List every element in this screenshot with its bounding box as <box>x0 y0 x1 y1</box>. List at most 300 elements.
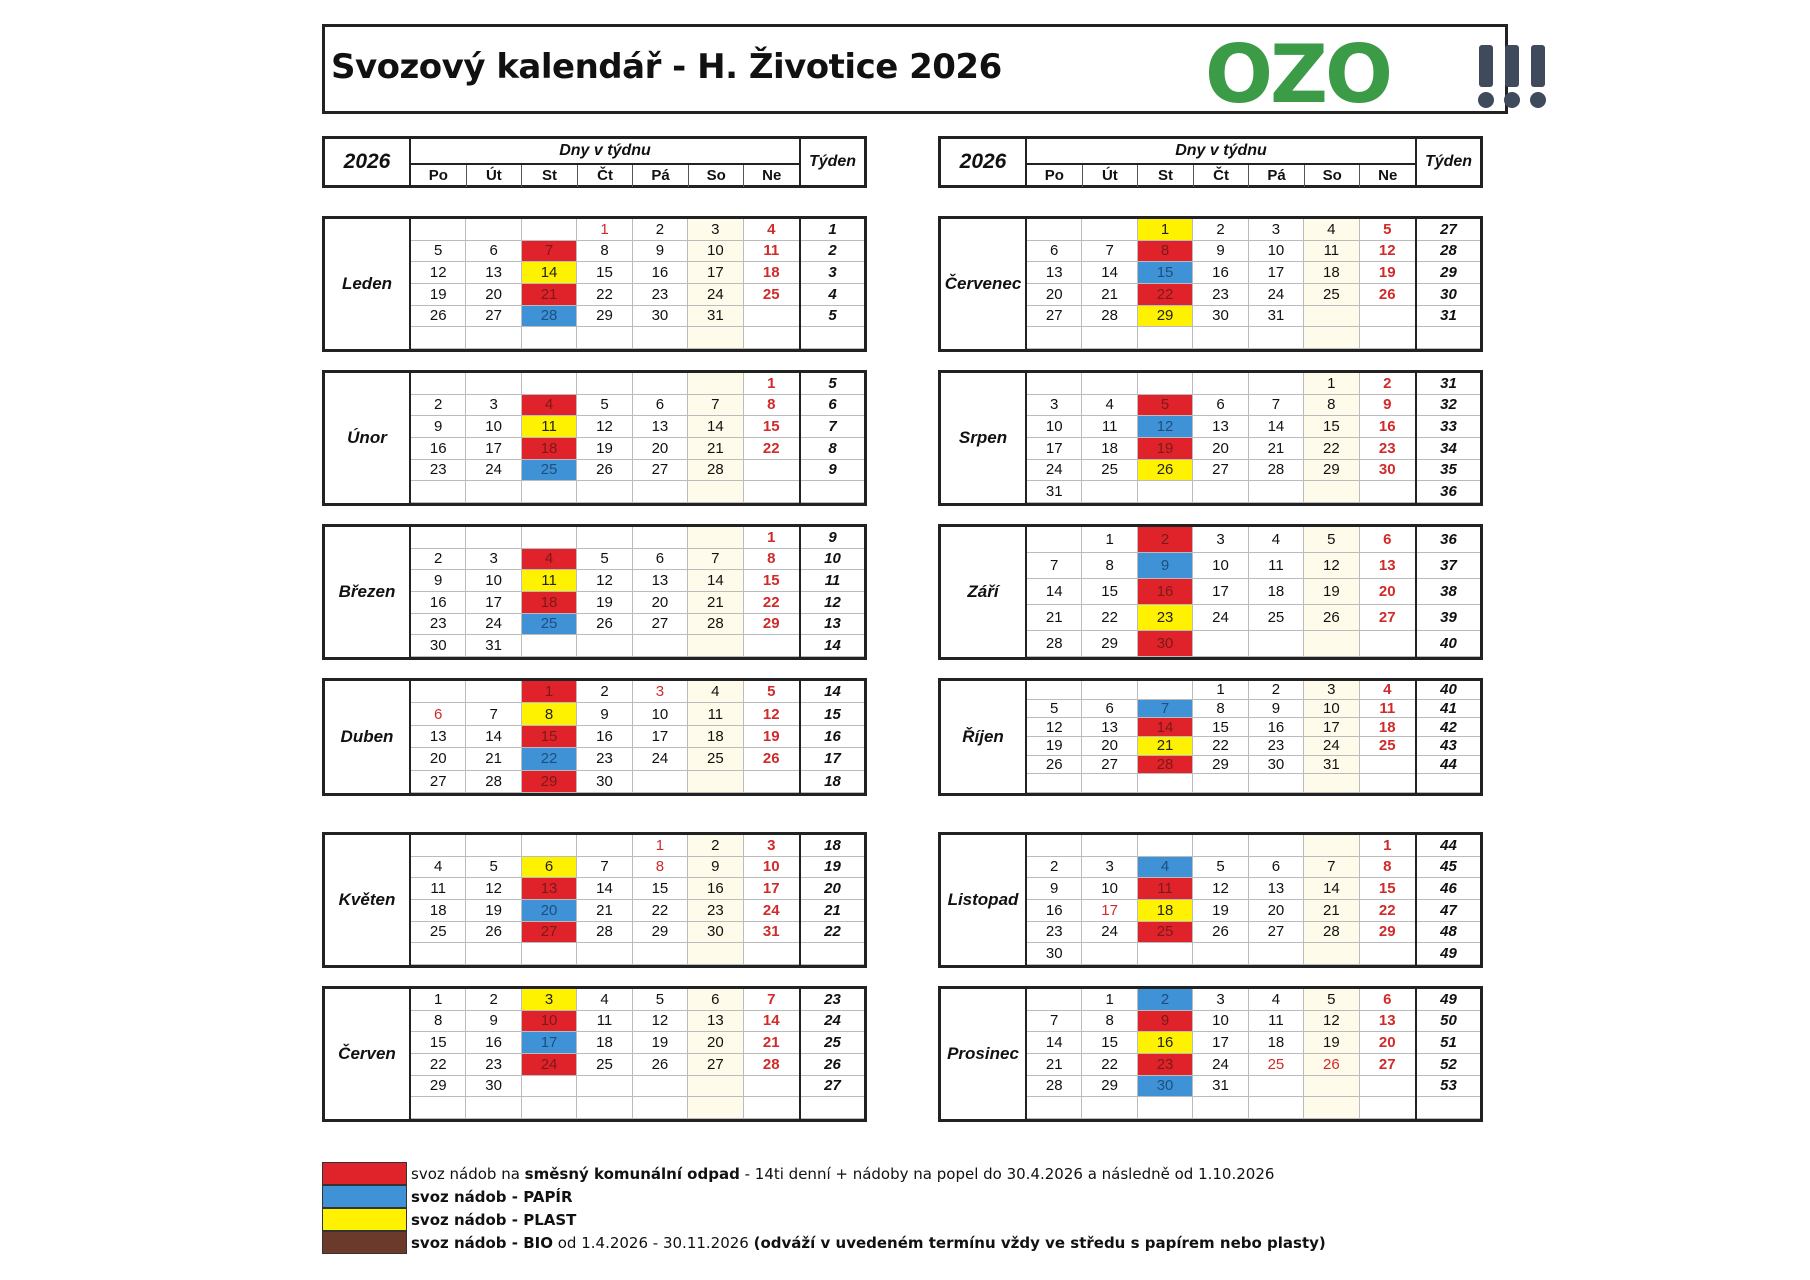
day-cell: 24 <box>1027 460 1082 482</box>
day-cell: 14 <box>1249 416 1304 438</box>
month-block-březen <box>322 524 867 660</box>
day-cell: 27 <box>411 771 466 793</box>
header-day-names <box>411 165 799 187</box>
day-cell: 19 <box>1360 262 1415 284</box>
week-number: 31 <box>1417 306 1480 328</box>
day-cell <box>522 373 577 395</box>
day-cell: 21 <box>1082 284 1137 306</box>
day-cell: 7 <box>688 395 743 417</box>
day-cell: 29 <box>1138 306 1193 328</box>
day-cell: 17 <box>466 592 521 614</box>
day-cell <box>522 835 577 857</box>
week-number: 52 <box>1417 1054 1480 1076</box>
exclamation-icon <box>1477 45 1495 107</box>
day-cell: 7 <box>1249 395 1304 417</box>
day-cell: 15 <box>1193 718 1248 737</box>
day-cell: 29 <box>522 771 577 793</box>
day-cell <box>1304 481 1359 503</box>
day-cell: 22 <box>522 748 577 770</box>
day-cell <box>577 1097 632 1119</box>
day-cell: 15 <box>1360 878 1415 900</box>
header-year: 2026 <box>941 139 1027 185</box>
week-number: 20 <box>801 878 864 900</box>
day-cell: 29 <box>577 306 632 328</box>
day-cell: 3 <box>1249 219 1304 241</box>
month-grid <box>411 681 801 793</box>
week-number: 41 <box>1417 700 1480 719</box>
day-cell: 28 <box>577 922 632 944</box>
day-cell: 23 <box>1138 1054 1193 1076</box>
day-cell <box>1082 681 1137 700</box>
week-number: 6 <box>801 395 864 417</box>
day-cell: 13 <box>522 878 577 900</box>
day-cell <box>1138 481 1193 503</box>
day-cell <box>411 481 466 503</box>
day-cell: 3 <box>1304 681 1359 700</box>
day-cell: 6 <box>466 241 521 263</box>
day-cell <box>1360 756 1415 775</box>
day-cell: 24 <box>744 900 799 922</box>
day-cell <box>577 943 632 965</box>
day-cell: 23 <box>633 284 688 306</box>
day-cell: 27 <box>1360 605 1415 631</box>
day-cell: 12 <box>411 262 466 284</box>
header-week-label: Týden <box>1424 153 1473 170</box>
day-cell: 8 <box>1138 241 1193 263</box>
week-number: 21 <box>801 900 864 922</box>
week-number: 53 <box>1417 1076 1480 1098</box>
day-cell <box>466 219 521 241</box>
month-name: Září <box>941 527 1027 657</box>
day-cell: 4 <box>522 549 577 571</box>
month-grid <box>1027 373 1417 503</box>
legend-text: svoz nádob - PAPÍR <box>411 1187 573 1206</box>
day-cell: 2 <box>1360 373 1415 395</box>
day-cell: 9 <box>1138 553 1193 579</box>
day-cell <box>744 771 799 793</box>
legend-row <box>322 1185 1326 1208</box>
day-cell: 2 <box>1138 527 1193 553</box>
day-cell: 6 <box>522 857 577 879</box>
day-cell: 14 <box>1082 262 1137 284</box>
day-cell: 3 <box>1027 395 1082 417</box>
legend-swatch <box>322 1208 407 1231</box>
day-cell: 9 <box>1249 700 1304 719</box>
week-number: 33 <box>1417 416 1480 438</box>
header-days-title: Dny v týdnu <box>411 139 799 165</box>
day-cell <box>633 527 688 549</box>
day-cell: 18 <box>1304 262 1359 284</box>
day-cell: 27 <box>1082 756 1137 775</box>
day-cell: 25 <box>744 284 799 306</box>
day-cell: 1 <box>522 681 577 703</box>
day-cell <box>1249 835 1304 857</box>
day-cell: 13 <box>1360 553 1415 579</box>
day-cell: 19 <box>577 438 632 460</box>
day-cell: 12 <box>633 1011 688 1033</box>
legend-swatch <box>322 1162 407 1185</box>
day-cell <box>1027 327 1082 349</box>
day-cell: 16 <box>688 878 743 900</box>
week-number: 13 <box>801 614 864 636</box>
day-cell <box>1249 1097 1304 1119</box>
day-cell <box>411 1097 466 1119</box>
day-cell: 11 <box>1360 700 1415 719</box>
week-number: 9 <box>801 460 864 482</box>
day-cell: 25 <box>1082 460 1137 482</box>
day-cell: 19 <box>744 726 799 748</box>
day-cell: 10 <box>1249 241 1304 263</box>
day-cell: 26 <box>577 614 632 636</box>
day-cell: 3 <box>466 395 521 417</box>
month-block-listopad <box>938 832 1483 968</box>
day-cell <box>1304 835 1359 857</box>
week-number: 50 <box>1417 1011 1480 1033</box>
day-cell <box>1082 373 1137 395</box>
day-cell: 15 <box>577 262 632 284</box>
day-cell: 1 <box>1193 681 1248 700</box>
week-numbers <box>801 989 864 1119</box>
day-cell: 19 <box>1304 579 1359 605</box>
day-cell: 5 <box>1304 527 1359 553</box>
month-name: Březen <box>325 527 411 657</box>
week-numbers <box>1417 219 1480 349</box>
day-cell: 18 <box>1082 438 1137 460</box>
day-cell: 20 <box>1193 438 1248 460</box>
day-cell: 19 <box>633 1032 688 1054</box>
day-cell: 26 <box>1304 605 1359 631</box>
week-number: 18 <box>801 835 864 857</box>
day-cell: 18 <box>577 1032 632 1054</box>
day-cell: 8 <box>1082 553 1137 579</box>
month-name: Říjen <box>941 681 1027 793</box>
legend-text: svoz nádob na směsný komunální odpad - 14ti denní + nádoby na popel do 30.4.2026 a následně od 1.10.2026 <box>411 1164 1275 1183</box>
day-cell <box>522 1076 577 1098</box>
day-cell: 18 <box>1138 900 1193 922</box>
day-cell <box>577 327 632 349</box>
day-cell <box>466 943 521 965</box>
day-cell <box>577 1076 632 1098</box>
page-title: Svozový kalendář - H. Životice 2026 <box>331 47 1002 87</box>
month-name: Duben <box>325 681 411 793</box>
day-cell <box>577 373 632 395</box>
day-name: So <box>689 165 745 187</box>
day-cell: 10 <box>1304 700 1359 719</box>
day-cell: 6 <box>1360 527 1415 553</box>
day-cell: 12 <box>1304 1011 1359 1033</box>
day-cell <box>522 943 577 965</box>
day-cell: 13 <box>466 262 521 284</box>
day-cell: 24 <box>466 460 521 482</box>
day-cell: 1 <box>411 989 466 1011</box>
day-cell: 17 <box>1304 718 1359 737</box>
week-number: 37 <box>1417 553 1480 579</box>
day-cell: 17 <box>1027 438 1082 460</box>
day-cell: 25 <box>1304 284 1359 306</box>
day-name: Pá <box>1249 165 1305 187</box>
week-number: 44 <box>1417 756 1480 775</box>
day-cell: 10 <box>688 241 743 263</box>
day-cell <box>1193 774 1248 793</box>
day-cell: 29 <box>1082 1076 1137 1098</box>
day-cell <box>1082 219 1137 241</box>
day-cell <box>1360 1097 1415 1119</box>
day-cell: 23 <box>1249 737 1304 756</box>
day-cell: 20 <box>411 748 466 770</box>
day-cell: 25 <box>1249 1054 1304 1076</box>
day-cell: 2 <box>688 835 743 857</box>
day-cell: 26 <box>1360 284 1415 306</box>
day-cell <box>466 835 521 857</box>
week-number <box>801 943 864 965</box>
day-cell: 5 <box>577 549 632 571</box>
legend-row <box>322 1231 1326 1254</box>
week-number: 32 <box>1417 395 1480 417</box>
day-cell: 26 <box>1304 1054 1359 1076</box>
day-name: Pá <box>633 165 689 187</box>
day-cell: 6 <box>633 395 688 417</box>
day-cell: 11 <box>411 878 466 900</box>
day-cell: 2 <box>1027 857 1082 879</box>
week-number: 27 <box>801 1076 864 1098</box>
day-cell: 19 <box>1304 1032 1359 1054</box>
day-cell: 28 <box>1082 306 1137 328</box>
day-cell <box>1138 943 1193 965</box>
header-days <box>1027 139 1417 185</box>
day-cell: 7 <box>1027 553 1082 579</box>
week-number: 45 <box>1417 857 1480 879</box>
day-cell: 2 <box>411 395 466 417</box>
day-cell: 29 <box>744 614 799 636</box>
day-cell <box>1138 835 1193 857</box>
day-cell: 19 <box>466 900 521 922</box>
day-cell: 2 <box>1193 219 1248 241</box>
day-cell: 16 <box>1249 718 1304 737</box>
day-cell <box>688 771 743 793</box>
week-number: 3 <box>801 262 864 284</box>
week-number: 16 <box>801 726 864 748</box>
day-cell: 21 <box>1027 605 1082 631</box>
week-number: 29 <box>1417 262 1480 284</box>
day-cell <box>1082 1097 1137 1119</box>
week-number <box>1417 1097 1480 1119</box>
day-cell: 26 <box>577 460 632 482</box>
day-cell: 23 <box>411 460 466 482</box>
day-cell: 28 <box>688 460 743 482</box>
day-cell: 15 <box>522 726 577 748</box>
day-cell: 20 <box>466 284 521 306</box>
day-cell <box>577 835 632 857</box>
day-cell <box>688 527 743 549</box>
month-grid <box>411 989 801 1119</box>
day-cell: 24 <box>522 1054 577 1076</box>
day-cell: 27 <box>1360 1054 1415 1076</box>
day-name: Čt <box>1194 165 1250 187</box>
day-cell: 31 <box>1249 306 1304 328</box>
day-cell: 21 <box>688 592 743 614</box>
day-cell: 8 <box>577 241 632 263</box>
day-cell: 5 <box>744 681 799 703</box>
day-cell <box>1193 327 1248 349</box>
day-cell: 18 <box>1249 579 1304 605</box>
week-number: 8 <box>801 438 864 460</box>
day-cell: 30 <box>466 1076 521 1098</box>
day-cell <box>1082 835 1137 857</box>
week-numbers <box>801 219 864 349</box>
day-cell <box>1360 1076 1415 1098</box>
day-cell: 15 <box>1304 416 1359 438</box>
day-cell: 8 <box>1193 700 1248 719</box>
day-cell: 22 <box>411 1054 466 1076</box>
day-cell <box>1027 774 1082 793</box>
day-cell: 21 <box>466 748 521 770</box>
day-cell: 22 <box>744 592 799 614</box>
day-cell: 17 <box>1193 1032 1248 1054</box>
day-cell: 11 <box>522 570 577 592</box>
week-number: 9 <box>801 527 864 549</box>
month-block-prosinec <box>938 986 1483 1122</box>
day-cell: 26 <box>466 922 521 944</box>
day-cell: 4 <box>1249 527 1304 553</box>
day-cell <box>1304 1076 1359 1098</box>
day-cell: 28 <box>688 614 743 636</box>
day-cell: 11 <box>1249 553 1304 579</box>
day-cell: 16 <box>411 592 466 614</box>
day-cell <box>1360 631 1415 657</box>
week-number: 40 <box>1417 631 1480 657</box>
week-number: 1 <box>801 219 864 241</box>
week-number: 31 <box>1417 373 1480 395</box>
day-cell: 22 <box>1304 438 1359 460</box>
day-cell: 28 <box>1027 1076 1082 1098</box>
day-cell: 16 <box>411 438 466 460</box>
week-number: 30 <box>1417 284 1480 306</box>
month-grid <box>411 527 801 657</box>
week-number: 23 <box>801 989 864 1011</box>
day-cell: 31 <box>466 635 521 657</box>
day-cell: 7 <box>522 241 577 263</box>
day-cell: 7 <box>744 989 799 1011</box>
day-cell: 19 <box>577 592 632 614</box>
day-cell: 15 <box>1082 579 1137 605</box>
week-number <box>1417 327 1480 349</box>
day-cell <box>466 481 521 503</box>
day-cell: 27 <box>1027 306 1082 328</box>
day-cell: 7 <box>466 703 521 725</box>
day-cell: 21 <box>1249 438 1304 460</box>
day-cell: 28 <box>1027 631 1082 657</box>
day-cell: 23 <box>1193 284 1248 306</box>
month-name: Červenec <box>941 219 1027 349</box>
day-cell: 23 <box>1027 922 1082 944</box>
day-cell <box>577 481 632 503</box>
day-cell <box>1193 481 1248 503</box>
day-cell: 30 <box>1138 631 1193 657</box>
week-number: 47 <box>1417 900 1480 922</box>
day-cell: 24 <box>1193 605 1248 631</box>
day-cell: 4 <box>744 219 799 241</box>
day-cell <box>744 481 799 503</box>
day-cell <box>522 635 577 657</box>
week-number: 46 <box>1417 878 1480 900</box>
day-cell: 14 <box>577 878 632 900</box>
day-cell: 11 <box>1249 1011 1304 1033</box>
month-name: Srpen <box>941 373 1027 503</box>
day-cell <box>744 460 799 482</box>
day-cell <box>522 527 577 549</box>
day-cell: 23 <box>577 748 632 770</box>
header-days <box>411 139 801 185</box>
week-number: 10 <box>801 549 864 571</box>
day-cell <box>633 771 688 793</box>
day-cell <box>522 327 577 349</box>
day-cell: 10 <box>466 416 521 438</box>
day-cell: 22 <box>1193 737 1248 756</box>
day-cell: 4 <box>522 395 577 417</box>
day-cell <box>411 527 466 549</box>
day-cell: 6 <box>1082 700 1137 719</box>
day-cell: 28 <box>1249 460 1304 482</box>
day-cell: 6 <box>1027 241 1082 263</box>
day-cell <box>522 1097 577 1119</box>
day-cell: 24 <box>633 748 688 770</box>
week-number: 22 <box>801 922 864 944</box>
day-cell: 2 <box>411 549 466 571</box>
day-cell: 3 <box>688 219 743 241</box>
day-cell: 30 <box>1138 1076 1193 1098</box>
month-grid <box>1027 219 1417 349</box>
day-cell <box>577 527 632 549</box>
day-cell <box>633 943 688 965</box>
month-grid <box>411 373 801 503</box>
day-cell: 3 <box>522 989 577 1011</box>
day-cell <box>1360 306 1415 328</box>
day-cell: 15 <box>1082 1032 1137 1054</box>
week-number <box>801 1097 864 1119</box>
day-cell <box>1027 1097 1082 1119</box>
day-cell: 14 <box>1027 579 1082 605</box>
day-cell: 12 <box>577 570 632 592</box>
day-cell: 3 <box>1193 527 1248 553</box>
day-cell: 14 <box>688 570 743 592</box>
day-cell: 25 <box>688 748 743 770</box>
day-cell: 1 <box>1304 373 1359 395</box>
day-cell: 4 <box>1304 219 1359 241</box>
day-cell: 29 <box>1193 756 1248 775</box>
calendar-header <box>322 136 867 188</box>
day-cell <box>466 1097 521 1119</box>
day-cell: 18 <box>1249 1032 1304 1054</box>
day-cell <box>411 219 466 241</box>
day-cell: 5 <box>1304 989 1359 1011</box>
day-cell: 30 <box>577 771 632 793</box>
day-cell: 9 <box>1193 241 1248 263</box>
day-cell: 5 <box>466 857 521 879</box>
month-block-duben <box>322 678 867 796</box>
day-cell: 4 <box>1249 989 1304 1011</box>
week-number: 27 <box>1417 219 1480 241</box>
day-cell <box>744 1076 799 1098</box>
day-cell: 3 <box>633 681 688 703</box>
day-cell <box>1360 774 1415 793</box>
day-cell: 8 <box>522 703 577 725</box>
week-number: 34 <box>1417 438 1480 460</box>
day-cell: 4 <box>1360 681 1415 700</box>
day-cell <box>744 943 799 965</box>
day-cell: 17 <box>744 878 799 900</box>
day-cell: 19 <box>1138 438 1193 460</box>
week-number: 36 <box>1417 481 1480 503</box>
